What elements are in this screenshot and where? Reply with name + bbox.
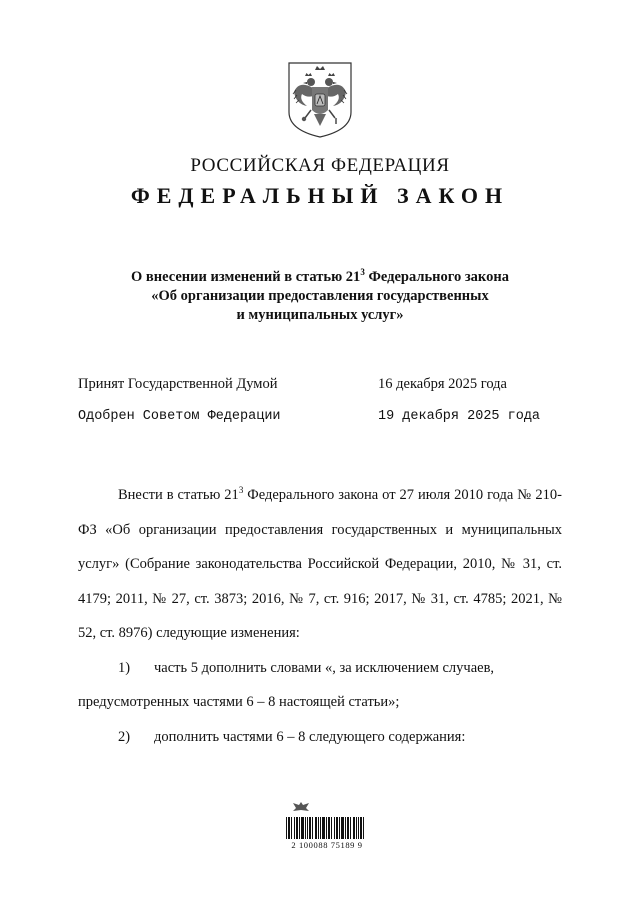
council-approval-label: Одобрен Советом Федерации bbox=[78, 409, 281, 424]
russian-coat-of-arms-icon bbox=[285, 60, 355, 140]
intro-paragraph bbox=[78, 478, 562, 651]
eagle-mark-icon bbox=[290, 800, 312, 814]
law-title-line-1 bbox=[0, 268, 640, 287]
document-type: ФЕДЕРАЛЬНЫЙ ЗАКОН bbox=[130, 183, 510, 208]
item-number: 1) bbox=[118, 659, 131, 676]
law-title-text: Федерального закона bbox=[364, 269, 509, 285]
barcode-number: 2 100088 75189 9 bbox=[291, 840, 363, 850]
intro-text: Внести в статью 21 bbox=[118, 487, 239, 503]
article-superscript: 3 bbox=[360, 267, 365, 277]
article-superscript: 3 bbox=[238, 485, 244, 495]
council-approval-date: 19 декабря 2025 года bbox=[378, 409, 541, 424]
barcode-icon bbox=[286, 817, 364, 839]
law-body bbox=[78, 478, 562, 754]
law-title-line-3: и муниципальных услуг» bbox=[236, 307, 404, 323]
item-text: часть 5 дополнить словами «, за исключением случаев, bbox=[154, 659, 495, 676]
duma-adoption-label: Принят Государственной Думой bbox=[78, 376, 278, 392]
item-number: 2) bbox=[118, 728, 131, 745]
item-text: дополнить частями 6 – 8 следующего содержания: bbox=[154, 728, 466, 745]
amendment-item-2 bbox=[78, 720, 562, 755]
law-title-line-2: «Об организации предоставления государственных bbox=[151, 288, 489, 304]
amendment-item-1 bbox=[78, 651, 562, 686]
law-title-text: О внесении изменений в статью 21 bbox=[131, 269, 361, 285]
item-continuation: предусмотренных частями 6 – 8 настоящей статьи»; bbox=[78, 694, 400, 710]
country-name: РОССИЙСКАЯ ФЕДЕРАЦИЯ bbox=[190, 155, 450, 176]
intro-text: Федерального закона от 27 июля 2010 года № 210-ФЗ «Об организации предоставления государственных и муниципальных услуг» (Собрание законодательства Российской Федерации, 2010, № 31, ст. 4179; 2011, № 27, ст. 3873; 2016, № 7, ст. 916; 2017, № 31, ст. 4785; 2021, № 52, ст. 8976) следующие изменения: bbox=[78, 487, 562, 641]
law-title bbox=[0, 268, 640, 325]
duma-adoption-date: 16 декабря 2025 года bbox=[378, 376, 507, 392]
